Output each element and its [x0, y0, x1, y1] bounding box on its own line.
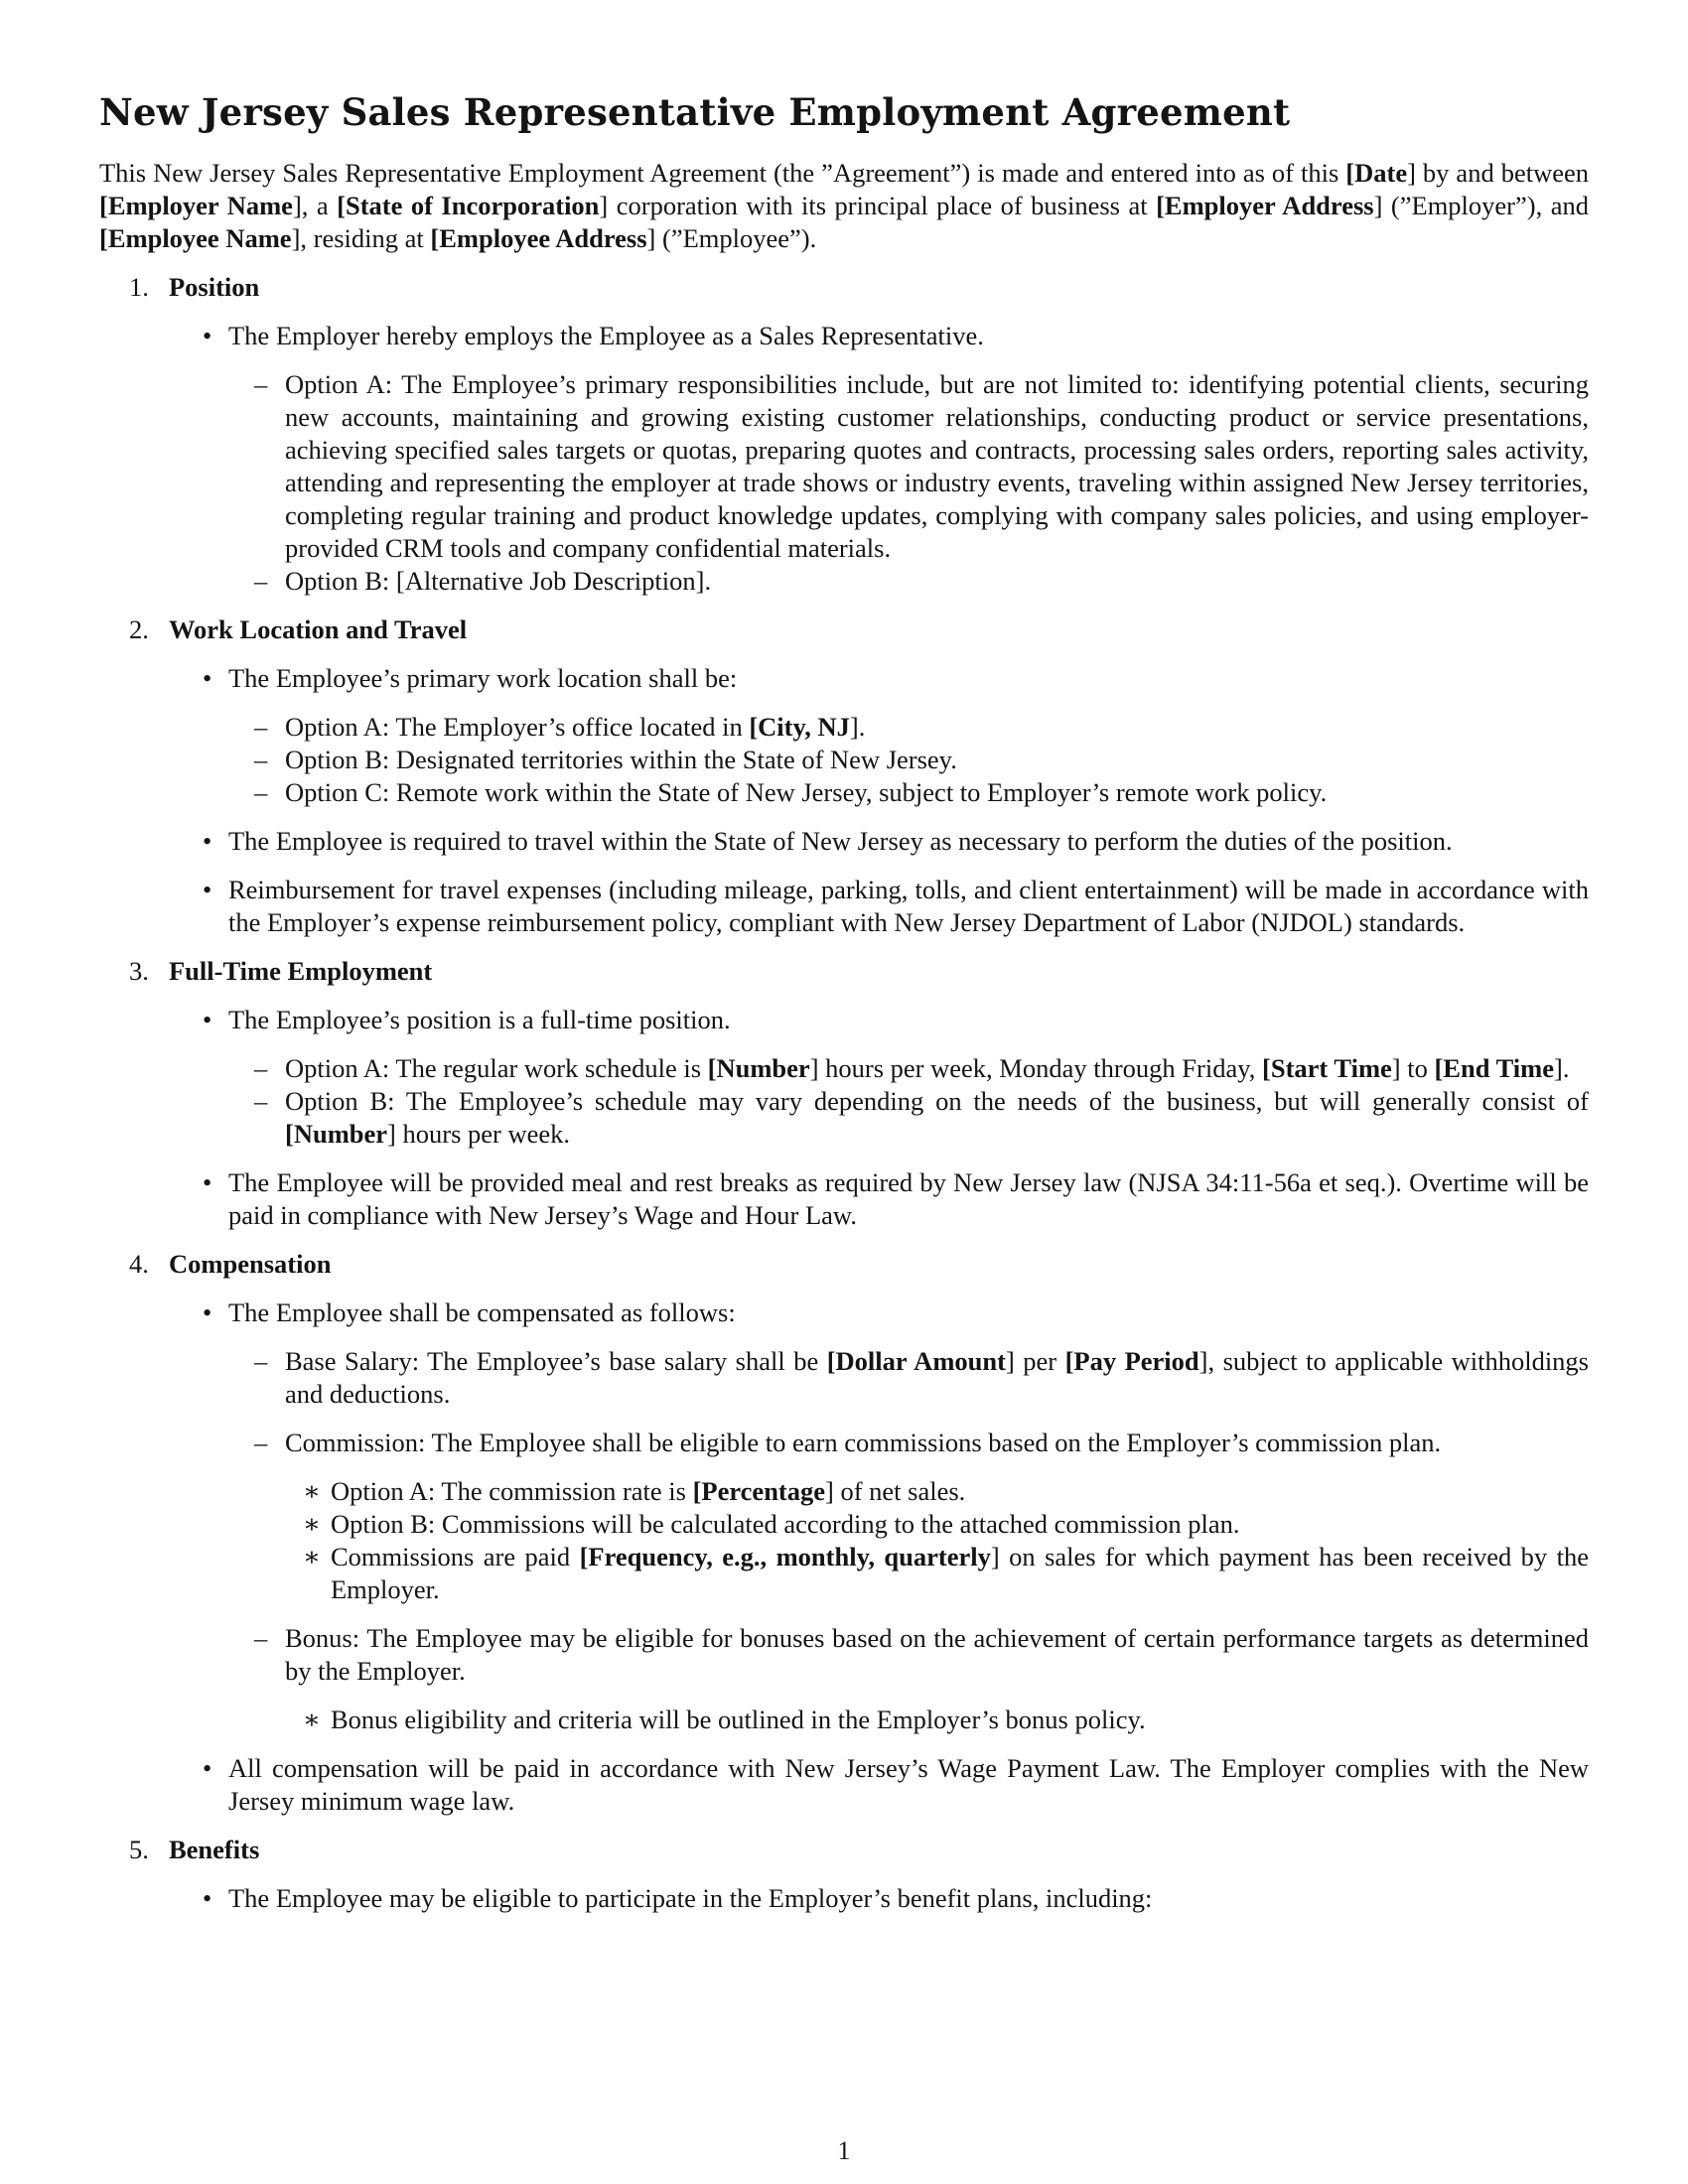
section-title: Compensation [169, 1249, 332, 1279]
placeholder-field: [Percentage [692, 1476, 826, 1506]
section-number: 5. [129, 1835, 149, 1864]
text-run: ] on sales for which payment has been received by the Employer. [331, 1542, 1589, 1604]
sub-item-text [285, 1427, 1589, 1459]
text-run: The Employee will be provided meal and rest breaks as required by New Jersey law (NJSA 34:11-56a et seq.). Overtime will be paid in compliance with New Jersey’s Wage and Hour Law. [228, 1167, 1589, 1230]
text-run: The Employee’s primary work location shall be: [228, 663, 738, 693]
sub-list [228, 368, 1589, 598]
sub-list [228, 1052, 1589, 1151]
text-run: Base Salary: The Employee’s base salary shall be [285, 1346, 827, 1376]
text-run: Commissions are paid [331, 1542, 580, 1571]
sub-item-text [285, 565, 1589, 598]
text-run: Option B: The Employee’s schedule may vary depending on the needs of the business, but will generally consist of [285, 1086, 1589, 1116]
text-run: Bonus: The Employee may be eligible for bonuses based on the achievement of certain performance targets as determined by the Employer. [285, 1623, 1589, 1686]
section [99, 1248, 1589, 1818]
bullet-item [169, 320, 1589, 598]
subsub-item [285, 1475, 1589, 1508]
subsub-item [285, 1508, 1589, 1541]
bullet-text [228, 662, 1589, 695]
text-run: ] corporation with its principal place of business at [599, 191, 1157, 220]
sub-item [228, 565, 1589, 598]
text-run: ] by and between [1407, 158, 1589, 188]
document-page [99, 87, 1589, 1915]
subsub-list [285, 1704, 1589, 1736]
text-run: ] (”Employer”), and [1373, 191, 1589, 220]
text-run: Option A: The Employer’s office located in [285, 712, 750, 742]
text-run: ], a [292, 191, 338, 220]
text-run: ] to [1391, 1053, 1435, 1083]
bullet-item [169, 1882, 1589, 1915]
placeholder-field: [Number [707, 1053, 810, 1083]
bullet-item [169, 1297, 1589, 1736]
section-number: 1. [129, 272, 149, 302]
placeholder-field: [Start Time [1262, 1053, 1392, 1083]
bullet-item [169, 825, 1589, 858]
sub-list [228, 711, 1589, 809]
section-title: Full-Time Employment [169, 956, 433, 986]
sub-item-text [285, 1052, 1589, 1085]
sub-item-text [285, 1085, 1589, 1151]
intro-paragraph [99, 157, 1589, 255]
sub-item [228, 711, 1589, 744]
sub-item-text [285, 368, 1589, 565]
sub-item [228, 1085, 1589, 1151]
bullet-item [169, 1004, 1589, 1151]
placeholder-field: [Number [285, 1119, 388, 1149]
text-run: Reimbursement for travel expenses (including mileage, parking, tolls, and client entertainment) will be made in accordance with the Employer’s expense reimbursement policy, compliant with New Jersey Department of Labor (NJDOL) standards. [228, 875, 1589, 937]
bullet-text [228, 1297, 1589, 1329]
bullet-item [169, 1166, 1589, 1232]
text-run: All compensation will be paid in accordance with New Jersey’s Wage Payment Law. The Employer complies with the New Jersey minimum wage law. [228, 1753, 1589, 1816]
section-number: 3. [129, 956, 149, 986]
text-run: Option C: Remote work within the State of New Jersey, subject to Employer’s remote work policy. [285, 777, 1328, 807]
section-title: Benefits [169, 1835, 260, 1864]
placeholder-field: [State of Incorporation [337, 191, 600, 220]
placeholder-field: [Dollar Amount [826, 1346, 1006, 1376]
bullet-text [228, 1166, 1589, 1232]
sub-item-text [285, 776, 1589, 809]
document-title: New Jersey Sales Representative Employment Agreement [99, 90, 1291, 134]
text-run: The Employee may be eligible to participate in the Employer’s benefit plans, including: [228, 1883, 1153, 1913]
sub-item-text [285, 744, 1589, 776]
sub-list [228, 1345, 1589, 1736]
text-run: ] hours per week, Monday through Friday, [809, 1053, 1263, 1083]
text-run: Option B: [Alternative Job Description]. [285, 566, 712, 596]
sub-item-text [285, 711, 1589, 744]
text-run: ] of net sales. [825, 1476, 966, 1506]
section [99, 614, 1589, 939]
text-run: ], residing at [291, 223, 431, 253]
text-run: Bonus eligibility and criteria will be outlined in the Employer’s bonus policy. [331, 1705, 1146, 1734]
placeholder-field: [Frequency, e.g., monthly, quarterly [579, 1542, 991, 1571]
sub-item-text [285, 1622, 1589, 1688]
subsub-item [285, 1541, 1589, 1606]
sub-item [228, 744, 1589, 776]
text-run: Commission: The Employee shall be eligible to earn commissions based on the Employer’s commission plan. [285, 1428, 1442, 1457]
subsub-item [285, 1704, 1589, 1736]
text-run: Option B: Commissions will be calculated according to the attached commission plan. [331, 1509, 1240, 1539]
bullet-text [228, 874, 1589, 939]
placeholder-field: [Employer Address [1156, 191, 1374, 220]
placeholder-field: [End Time [1434, 1053, 1555, 1083]
sub-item [228, 1345, 1589, 1411]
text-run: Option A: The commission rate is [331, 1476, 693, 1506]
bullet-item [169, 1752, 1589, 1818]
text-run: This New Jersey Sales Representative Employment Agreement (the ”Agreement”) is made and entered into as of this [99, 158, 1346, 188]
section [99, 271, 1589, 598]
sections-list [99, 271, 1589, 1915]
section-title: Position [169, 272, 260, 302]
section [99, 955, 1589, 1232]
text-run: Option A: The Employee’s primary responsibilities include, but are not limited to: identifying potential clients, securing new accounts, maintaining and growing existing customer relationships, conducting product or service presentations, achieving specified sales targets or quotas, preparing quotes and contracts, processing sales orders, reporting sales activity, attending and representing the employer at trade shows or industry events, traveling within assigned New Jersey territories, completing regular training and product knowledge updates, complying with company sales policies, and using employer-provided CRM tools and company confidential materials. [285, 369, 1589, 563]
bullet-text [228, 1004, 1589, 1036]
text-run: Option B: Designated territories within the State of New Jersey. [285, 745, 957, 774]
text-run: The Employee is required to travel within the State of New Jersey as necessary to perform the duties of the position. [228, 826, 1453, 856]
section [99, 1834, 1589, 1915]
text-run: ], subject to applicable withholdings and deductions. [285, 1346, 1589, 1409]
page-number: 1 [837, 2136, 851, 2165]
bullet-item [169, 662, 1589, 809]
sub-item-text [285, 1345, 1589, 1411]
placeholder-field: [Employee Address [430, 223, 647, 253]
text-run: ] (”Employee”). [646, 223, 817, 253]
subsub-list [285, 1475, 1589, 1606]
placeholder-field: [Pay Period [1064, 1346, 1199, 1376]
sub-item [228, 1427, 1589, 1606]
placeholder-field: [City, NJ [749, 712, 850, 742]
text-run: ] per [1005, 1346, 1065, 1376]
bullet-text [228, 825, 1589, 858]
text-run: ]. [1554, 1053, 1570, 1083]
sub-item [228, 1622, 1589, 1736]
bullet-item [169, 874, 1589, 939]
bullet-text [228, 320, 1589, 352]
placeholder-field: [Employer Name [99, 191, 293, 220]
bullet-text [228, 1752, 1589, 1818]
text-run: The Employee’s position is a full-time position. [228, 1005, 731, 1034]
text-run: The Employee shall be compensated as follows: [228, 1297, 736, 1327]
text-run: The Employer hereby employs the Employee as a Sales Representative. [228, 321, 984, 350]
text-run: ] hours per week. [387, 1119, 571, 1149]
text-run: ]. [849, 712, 866, 742]
sub-item [228, 368, 1589, 565]
text-run: Option A: The regular work schedule is [285, 1053, 708, 1083]
sub-item [228, 1052, 1589, 1085]
sub-item [228, 776, 1589, 809]
bullet-text [228, 1882, 1589, 1915]
section-number: 2. [129, 614, 149, 644]
section-number: 4. [129, 1249, 149, 1279]
section-title: Work Location and Travel [169, 614, 468, 644]
placeholder-field: [Date [1345, 158, 1408, 188]
placeholder-field: [Employee Name [99, 223, 292, 253]
